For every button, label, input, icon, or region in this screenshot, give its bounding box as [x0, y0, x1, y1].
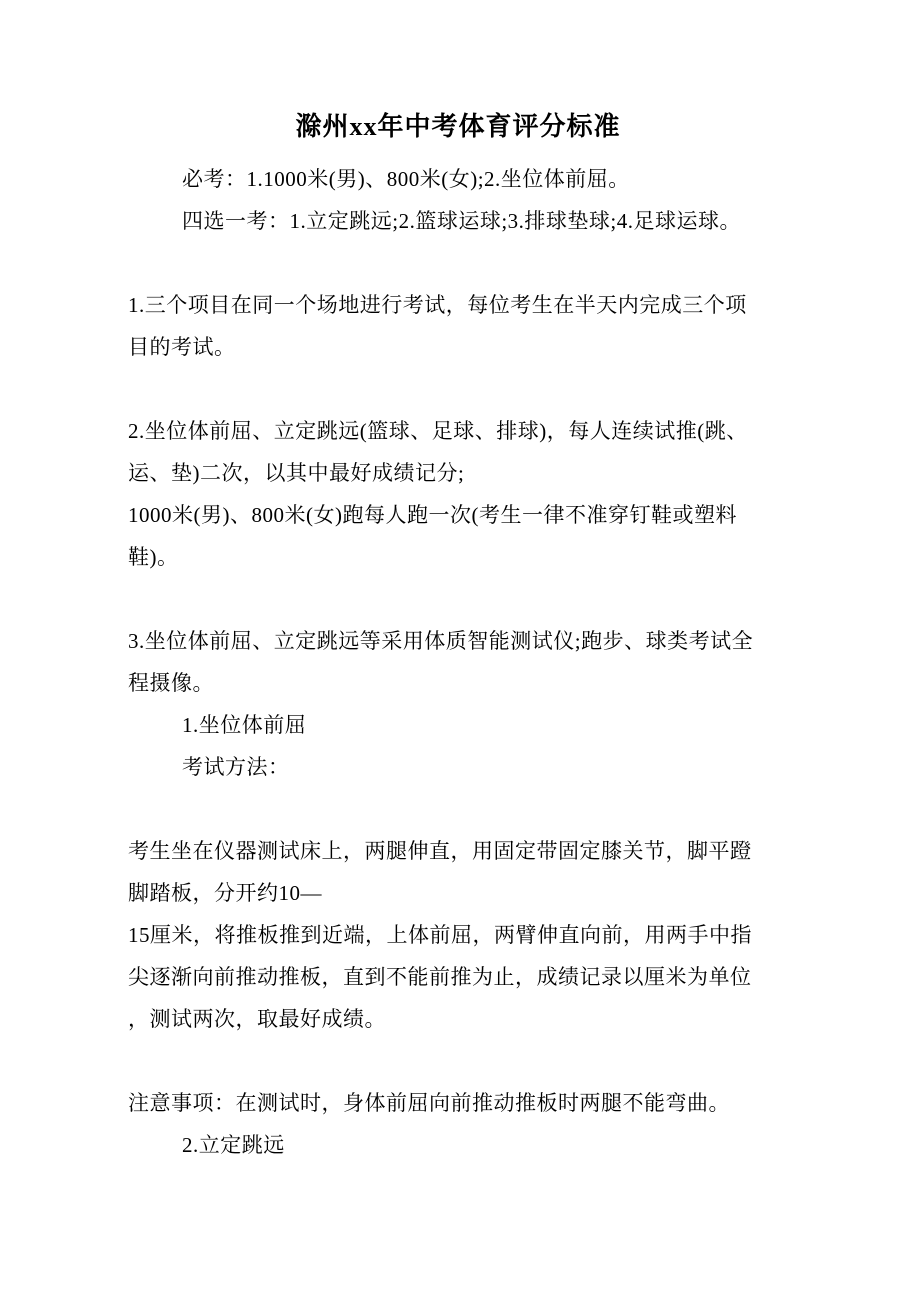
text-line: 鞋)。 [128, 545, 179, 569]
paragraph-rule-1 [128, 284, 788, 368]
text-line-item-standing-long-jump: 2.立定跳远 [182, 1133, 285, 1157]
text-line: 3.坐位体前屈、立定跳远等采用体质智能测试仪;跑步、球类考试全 [128, 629, 754, 653]
text-line: 1.三个项目在同一个场地进行考试，每位考生在半天内完成三个项 [128, 293, 747, 317]
text-line-required-exams: 必考：1.1000米(男)、800米(女);2.坐位体前屈。 [182, 167, 630, 191]
text-line: 目的考试。 [128, 335, 236, 359]
paragraph-intro [128, 158, 788, 242]
text-line: 尖逐渐向前推动推板，直到不能前推为止，成绩记录以厘米为单位 [128, 965, 752, 989]
paragraph-notes [128, 1082, 788, 1166]
document-title: 滁州xx年中考体育评分标准 [295, 112, 621, 141]
text-line-notes: 注意事项：在测试时，身体前屈向前推动推板时两腿不能弯曲。 [128, 1091, 730, 1115]
text-line: 2.坐位体前屈、立定跳远(篮球、足球、排球)，每人连续试推(跳、 [128, 419, 748, 443]
paragraph-rule-2 [128, 410, 788, 578]
text-line-elective-exams: 四选一考：1.立定跳远;2.篮球运球;3.排球垫球;4.足球运球。 [182, 209, 742, 233]
paragraph-method-description [128, 830, 788, 1040]
text-line: 运、垫)二次，以其中最好成绩记分; [128, 461, 465, 485]
text-line-item-sit-and-reach: 1.坐位体前屈 [182, 713, 307, 737]
text-line: 15厘米，将推板推到近端，上体前屈，两臂伸直向前，用两手中指 [128, 923, 752, 947]
text-line-method-label: 考试方法： [182, 755, 290, 779]
paragraph-rule-3 [128, 620, 788, 788]
text-line: 1000米(男)、800米(女)跑每人跑一次(考生一律不准穿钉鞋或塑料 [128, 503, 737, 527]
text-line: 考生坐在仪器测试床上，两腿伸直，用固定带固定膝关节，脚平蹬 [128, 839, 752, 863]
text-line: ，测试两次，取最好成绩。 [128, 1007, 386, 1031]
text-line: 程摄像。 [128, 671, 214, 695]
text-line: 脚踏板，分开约10— [128, 881, 322, 905]
